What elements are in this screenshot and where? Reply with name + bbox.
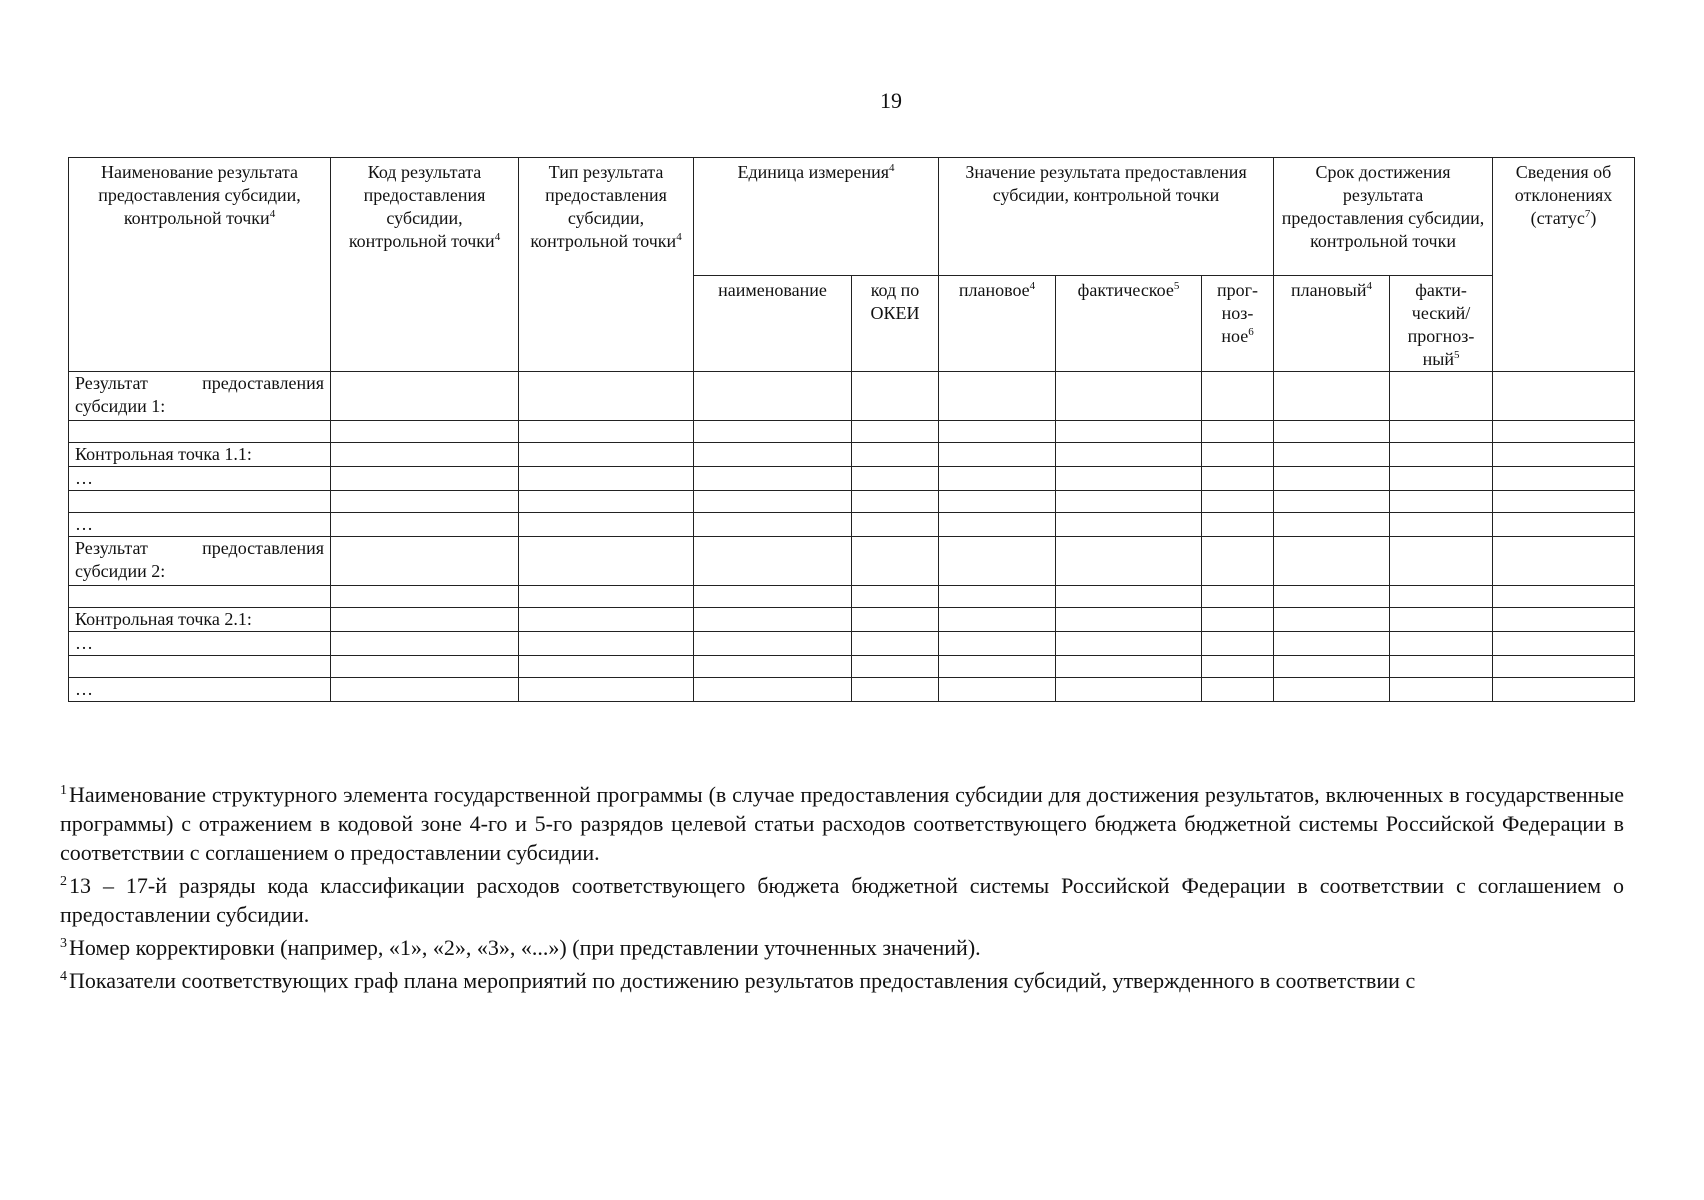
header-deviation: Сведения об отклонениях (статус$^7$) (1493, 158, 1635, 372)
row-label: … (69, 467, 331, 491)
results-table (68, 157, 1635, 702)
table-row (69, 586, 1635, 608)
header-code: Код результата предоставления субсидии, контрольной точки$^4$ (331, 158, 519, 372)
table-row (69, 443, 1635, 467)
table-row (69, 372, 1635, 421)
header-deadline: Срок достижения результата предоставления субсидии, контрольной точки (1274, 158, 1493, 276)
header-deadline-planned: плановый$^4$ (1274, 276, 1390, 372)
table-row (69, 421, 1635, 443)
footnote-2: $^2$13 – 17-й разряды кода классификации расходов соответствующего бюджета бюджетной системы Российской Федерации в соответствии с соглашением о предоставлении субсидии. (60, 873, 1624, 927)
header-deadline-actual: факти-ческий/ прогноз-ный$^5$ (1390, 276, 1493, 372)
row-label: … (69, 513, 331, 537)
header-value: Значение результата предоставления субсидии, контрольной точки (939, 158, 1274, 276)
footnote-3: $^3$Номер корректировки (например, «1», «2», «3», «...») (при представлении уточненных значений). (60, 935, 981, 960)
table-row (69, 678, 1635, 702)
table-row (69, 537, 1635, 586)
table-row (69, 632, 1635, 656)
table-row (69, 467, 1635, 491)
footnote-4: $^4$Показатели соответствующих граф плана мероприятий по достижению результатов предоставления субсидий, утвержденного в соответствии с (60, 968, 1416, 993)
header-value-actual: фактическое$^5$ (1056, 276, 1202, 372)
row-label: … (69, 632, 331, 656)
header-unit-okei: код по ОКЕИ (852, 276, 939, 372)
footnotes (60, 780, 1624, 999)
row-label: Контрольная точка 1.1: (69, 443, 331, 467)
row-label: Результат предоставления субсидии 2: (69, 537, 331, 586)
header-name: Наименование результата предоставления субсидии, контрольной точки$^4$ (69, 158, 331, 372)
table-row (69, 656, 1635, 678)
page-number-text: 19 (880, 88, 902, 113)
footnote-1: $^1$Наименование структурного элемента государственной программы (в случае предоставления субсидии для достижения результатов, включенных в государственные программы) с отражением в кодовой зоне 4-го и 5-го разрядов целевой статьи расходов соответствующего бюджета бюджетной системы Российской Федерации в соответствии с соглашением о предоставлении субсидии. (60, 782, 1624, 865)
header-type: Тип результата предоставления субсидии, контрольной точки$^4$ (519, 158, 694, 372)
header-value-forecast: прог-ноз-ное$^6$ (1202, 276, 1274, 372)
header-unit-name: наименование (694, 276, 852, 372)
header-value-planned: плановое$^4$ (939, 276, 1056, 372)
row-label: Контрольная точка 2.1: (69, 608, 331, 632)
row-label: … (69, 678, 331, 702)
header-unit: Единица измерения$^4$ (694, 158, 939, 276)
row-label: Результат предоставления субсидии 1: (69, 372, 331, 421)
table-row (69, 491, 1635, 513)
table-row (69, 513, 1635, 537)
table-row (69, 608, 1635, 632)
